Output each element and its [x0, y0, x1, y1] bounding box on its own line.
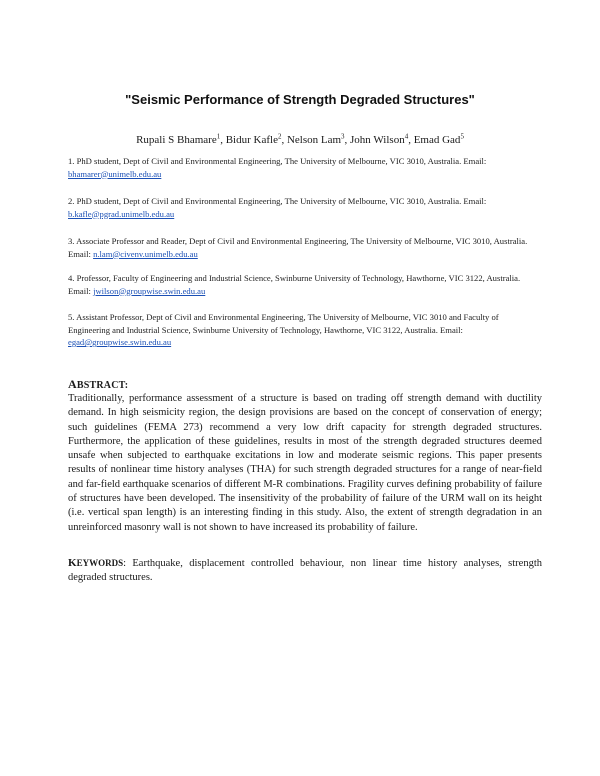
affiliation-1: 1. PhD student, Dept of Civil and Environmental Engineering, The University of Melbourne, VIC 3010, Australia. Email: bhamarer@unimelb.edu.au: [68, 156, 487, 179]
author: Rupali S Bhamare$^1$: [136, 132, 221, 146]
email-link[interactable]: n.lam@civenv.unimelb.edu.au: [93, 248, 198, 259]
paper-title: "Seismic Performance of Strength Degraded Structures": [125, 92, 475, 107]
author: Nelson Lam$^3$: [286, 132, 345, 146]
keywords: KEYWORDS: Earthquake, displacement controlled behaviour, non linear time history analyses, strength degraded structures.: [68, 557, 542, 584]
author: Emad Gad$^5$: [413, 132, 464, 146]
email-link[interactable]: b.kafle@pgrad.unimelb.edu.au: [68, 208, 175, 219]
email-link[interactable]: egad@groupwise.swin.edu.au: [68, 337, 172, 347]
author: Bidur Kafle$^2$: [225, 132, 282, 146]
affiliation-2: 2. PhD student, Dept of Civil and Environmental Engineering, The University of Melbourne, VIC 3010, Australia. Email: b.kafle@pgrad.unimelb.edu.au: [68, 196, 487, 219]
affiliation-3: 3. Associate Professor and Reader, Dept of Civil and Environmental Engineering, The University of Melbourne, VIC 3010, Australia. Email: n.lam@civenv.unimelb.edu.au: [68, 236, 528, 259]
author: John Wilson$^4$: [350, 132, 409, 146]
abstract-heading: ABSTRACT:: [68, 377, 129, 391]
email-link[interactable]: jwilson@groupwise.swin.edu.au: [93, 285, 206, 296]
email-link[interactable]: bhamarer@unimelb.edu.au: [68, 168, 162, 179]
keywords-label: KEYWORDS: [68, 557, 124, 569]
affiliation-5: 5. Assistant Professor, Dept of Civil and Environmental Engineering, The University of Melbourne, VIC 3010 and Faculty of Engineering and Industrial Science, Swinburne University of Technology, Hawthorne, VIC 3122, Australia. Email: egad@groupwise.swin.edu.au: [68, 312, 499, 347]
keywords-text: Earthquake, displacement controlled behaviour, non linear time history analyses, strength degraded structures.: [68, 558, 542, 584]
author-list: Rupali S Bhamare$^1$, Bidur Kafle$^2$, Nelson Lam$^3$, John Wilson$^4$, Emad Gad$^5$: [136, 132, 464, 146]
abstract-text: Traditionally, performance assessment of a structure is based on trading off strength demand with ductility demand. In high seismicity region, the design provisions are based on the concept of conservation of energy; such guidelines (FEMA 273) recommend a very low drift capacity for strength degraded structures. Furthermore, the application of these guidelines, results in most of the strength degraded structures deemed unsafe when subjected to earthquake excitations in low and moderate seismic regions. This paper presents results of nonlinear time history analyses (THA) for such strength degraded structures for a range of near-field and far-field earthquake scenarios of different M-R combinations. Fragility curves defining probability of failure of structures have been developed. The insensitivity of the probability of failure of the URM wall on its height (i.e. vertical span length) is an interesting finding in this study. Also, the extent of strength degradation in an unreinforced masonry wall is not shown to have increased its probability of failure.: [68, 393, 542, 533]
affiliation-4: 4. Professor, Faculty of Engineering and Industrial Science, Swinburne University of Technology, Hawthorne, VIC 3122, Australia. Email: jwilson@groupwise.swin.edu.au: [68, 273, 521, 296]
